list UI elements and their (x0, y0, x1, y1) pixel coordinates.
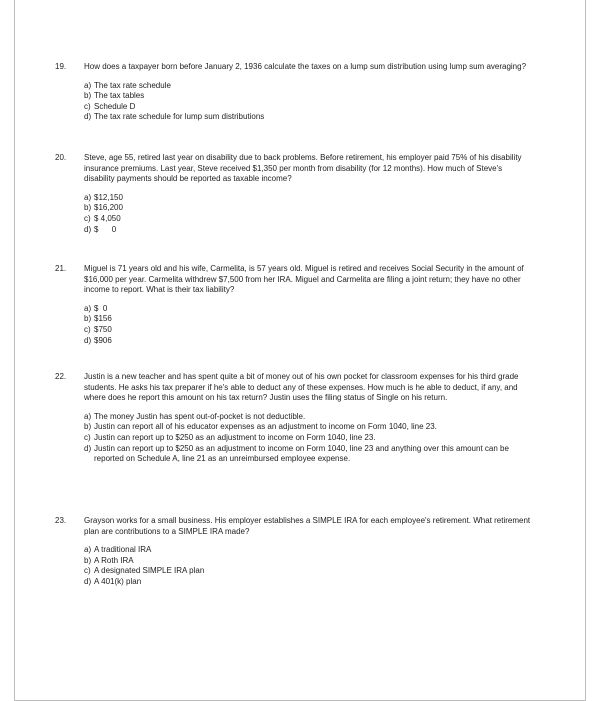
question-19 (55, 62, 532, 123)
answer-option-b[interactable]: b) The tax tables (84, 91, 145, 101)
answer-options (84, 545, 532, 587)
answer-option-a[interactable]: a) The tax rate schedule (84, 80, 171, 90)
answer-option-c[interactable]: c) $ 4,050 (84, 213, 121, 223)
answer-options (84, 304, 532, 346)
question-22 (55, 372, 532, 465)
answer-option-a[interactable]: a) $12,150 (84, 192, 123, 202)
question-20 (55, 153, 532, 235)
answer-option-d[interactable]: d) A 401(k) plan (84, 576, 142, 586)
answer-option-b[interactable]: b) A Roth IRA (84, 555, 134, 565)
question-number: 22. (55, 372, 67, 381)
question-number: 23. (55, 516, 67, 525)
answer-option-a[interactable]: a) A traditional IRA (84, 545, 152, 555)
answer-options (84, 412, 532, 465)
question-number: 19. (55, 62, 67, 71)
question-21 (55, 264, 532, 346)
answer-option-c[interactable]: c) A designated SIMPLE IRA plan (84, 566, 205, 576)
answer-option-b[interactable]: b) $156 (84, 314, 112, 324)
question-stem: Justin is a new teacher and has spent quite a bit of money out of his own pocket for classroom expenses for his third grade students. He asks his tax preparer if he's able to deduct any of these expenses. How much is he able to deduct, if any, and where does he report this amount on his tax return? Justin uses the filing status of Single on his return. (84, 372, 519, 403)
answer-option-a[interactable]: a) The money Justin has spent out-of-pocket is not deductible. (84, 411, 306, 421)
answer-option-c[interactable]: c) Justin can report up to $250 as an adjustment to income on Form 1040, line 23. (84, 432, 376, 442)
answer-option-b[interactable]: b) $16,200 (84, 203, 123, 213)
answer-option-d[interactable]: d) The tax rate schedule for lump sum distributions (84, 112, 265, 122)
question-stem: How does a taxpayer born before January 2, 1936 calculate the taxes on a lump sum distribution using lump sum averaging? (84, 62, 527, 71)
question-number: 20. (55, 153, 67, 162)
answer-options (84, 81, 532, 123)
answer-option-b[interactable]: b) Justin can report all of his educator expenses as an adjustment to income on Form 1040, line 23. (84, 422, 437, 432)
answer-options (84, 193, 532, 235)
answer-option-a[interactable]: a) $ 0 (84, 303, 108, 313)
answer-option-d[interactable]: d) $906 (84, 335, 112, 345)
answer-option-c[interactable]: c) $750 (84, 324, 112, 334)
answer-option-d[interactable]: d) $ 0 (84, 224, 117, 234)
answer-option-d[interactable]: d) Justin can report up to $250 as an adjustment to income on Form 1040, line 23 and anything over this amount can be reported on Schedule A, line 21 as an unreimbursed employee expense. (84, 443, 509, 464)
question-number: 21. (55, 264, 67, 273)
question-stem: Steve, age 55, retired last year on disability due to back problems. Before retirement, his employer paid 75% of his disability insurance premiums. Last year, Steve received $1,350 per month from disability (for 12 months). How much of Steve's disability payments should be reported as taxable income? (84, 153, 522, 184)
question-stem: Grayson works for a small business. His employer establishes a SIMPLE IRA for each employee's retirement. What retirement plan are contributions to a SIMPLE IRA made? (84, 516, 531, 536)
question-stem: Miguel is 71 years old and his wife, Carmelita, is 57 years old. Miguel is retired and receives Social Security in the amount of $16,000 per year. Carmelita withdrew $7,500 from her IRA. Miguel and Carmelita are filing a joint return; they have no other income to report. What is their tax liability? (84, 264, 524, 295)
question-23 (55, 516, 532, 588)
answer-option-c[interactable]: c) Schedule D (84, 101, 136, 111)
